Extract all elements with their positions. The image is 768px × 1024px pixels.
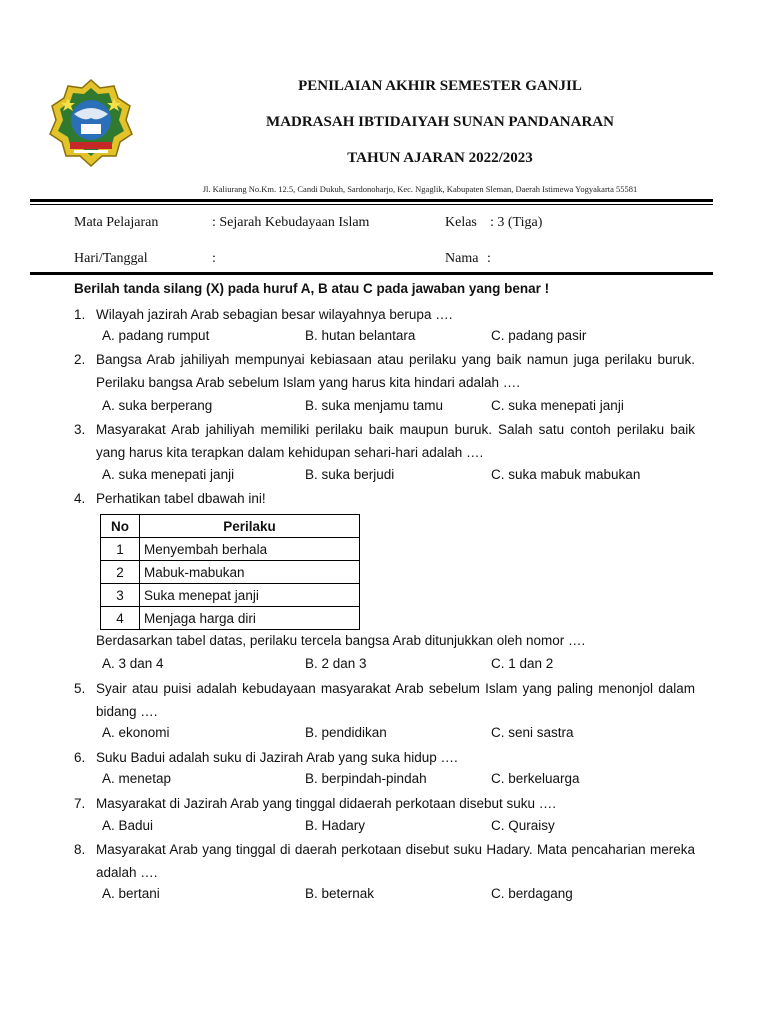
option-c: C. berdagang: [491, 886, 573, 901]
option-a: A. menetap: [102, 771, 172, 786]
day-label: Hari/Tanggal: [74, 251, 148, 266]
option-b: B. pendidikan: [305, 725, 387, 740]
option-a: A. ekonomi: [102, 725, 170, 740]
table-row: [101, 561, 360, 584]
name-value: :: [487, 251, 491, 266]
question-text: Suku Badui adalah suku di Jazirah Arab yang suka hidup ….: [96, 750, 458, 765]
table-row: [101, 538, 360, 561]
option-c: C. suka menepati janji: [491, 398, 624, 413]
option-a: A. padang rumput: [102, 328, 210, 343]
table-row: [101, 584, 360, 607]
question-text: Masyarakat Arab jahiliyah memiliki perilaku baik maupun buruk. Salah satu contoh perilaku baik yang harus kita terapkan dalam kehidupan sehari-hari adalah ….: [96, 422, 695, 460]
question-text: Bangsa Arab jahiliyah mempunyai kebiasaan atau perilaku yang baik namun juga perilaku buruk. Perilaku bangsa Arab sebelum Islam yang harus kita hindari adalah ….: [96, 352, 695, 390]
question-text: Syair atau puisi adalah kebudayaan masyarakat Arab sebelum Islam yang paling menonjol dalam bidang ….: [96, 681, 695, 719]
name-label: Nama: [445, 251, 479, 266]
table-cell-no: 1: [101, 538, 140, 561]
table-header-behavior: Perilaku: [140, 515, 360, 538]
option-a: A. suka berperang: [102, 398, 213, 413]
option-c: C. suka mabuk mabukan: [491, 467, 641, 482]
header-divider-thin: [30, 204, 713, 205]
option-a: A. bertani: [102, 886, 160, 901]
school-address: Jl. Kaliurang No.Km. 12.5, Candi Dukuh, Sardonoharjo, Kec. Ngaglik, Kabupaten Sleman, Daerah Istimewa Yogyakarta 55581: [202, 184, 638, 194]
header-divider: [30, 199, 713, 202]
day-value: :: [212, 251, 216, 266]
option-a: A. Badui: [102, 818, 154, 833]
option-b: B. suka berjudi: [305, 467, 395, 482]
question-1: [74, 303, 695, 326]
table-cell-no: 4: [101, 607, 140, 630]
table-cell-behavior: Menyembah berhala: [140, 538, 360, 561]
question-6: [74, 746, 695, 769]
table-header-no: No: [101, 515, 140, 538]
school-logo: [48, 78, 134, 170]
option-b: B. beternak: [305, 886, 375, 901]
table-cell-behavior: Suka menepat janji: [140, 584, 360, 607]
question-number: 5.: [74, 681, 86, 696]
school-name: MADRASAH IBTIDAIYAH SUNAN PANDANARAN: [266, 114, 614, 130]
option-a: A. 3 dan 4: [102, 656, 164, 671]
question-text: Masyarakat di Jazirah Arab yang tinggal didaerah perkotaan disebut suku ….: [96, 796, 557, 811]
instruction: Berilah tanda silang (X) pada huruf A, B atau C pada jawaban yang benar !: [74, 281, 550, 296]
question-5: [74, 677, 695, 723]
behavior-table: [100, 514, 360, 630]
option-b: B. suka menjamu tamu: [305, 398, 444, 413]
table-cell-behavior: Mabuk-mabukan: [140, 561, 360, 584]
option-a: A. suka menepati janji: [102, 467, 235, 482]
question-number: 2.: [74, 352, 86, 367]
option-c: C. 1 dan 2: [491, 656, 554, 671]
question-text: Perhatikan tabel dbawah ini!: [96, 491, 266, 506]
option-c: C. seni sastra: [491, 725, 574, 740]
option-b: B. hutan belantara: [305, 328, 416, 343]
exam-title: PENILAIAN AKHIR SEMESTER GANJIL: [298, 78, 582, 94]
question-number: 3.: [74, 422, 86, 437]
class-value: : 3 (Tiga): [490, 215, 543, 230]
question-4: [74, 487, 695, 510]
question-number: 4.: [74, 491, 86, 506]
table-cell-no: 3: [101, 584, 140, 607]
question-4-followup: Berdasarkan tabel datas, perilaku tercela bangsa Arab ditunjukkan oleh nomor ….: [96, 633, 586, 648]
info-divider: [30, 272, 713, 275]
table-cell-no: 2: [101, 561, 140, 584]
option-b: B. Hadary: [305, 818, 366, 833]
option-b: B. berpindah-pindah: [305, 771, 427, 786]
table-cell-behavior: Menjaga harga diri: [140, 607, 360, 630]
class-label: Kelas: [445, 215, 477, 230]
academic-year: TAHUN AJARAN 2022/2023: [347, 150, 533, 166]
subject-value: : Sejarah Kebudayaan Islam: [212, 215, 370, 230]
question-text: Masyarakat Arab yang tinggal di daerah perkotaan disebut suku Hadary. Mata pencaharian mereka adalah ….: [96, 842, 695, 880]
option-c: C. padang pasir: [491, 328, 587, 343]
option-b: B. 2 dan 3: [305, 656, 367, 671]
question-number: 6.: [74, 750, 86, 765]
question-text: Wilayah jazirah Arab sebagian besar wilayahnya berupa ….: [96, 307, 453, 322]
question-number: 7.: [74, 796, 86, 811]
question-3: [74, 418, 695, 464]
table-row: [101, 607, 360, 630]
question-2: [74, 348, 695, 394]
question-number: 8.: [74, 842, 86, 857]
question-7: [74, 792, 695, 815]
option-c: C. Quraisy: [491, 818, 555, 833]
subject-label: Mata Pelajaran: [74, 215, 159, 230]
question-number: 1.: [74, 307, 86, 322]
table-header-row: [101, 515, 360, 538]
option-c: C. berkeluarga: [491, 771, 580, 786]
question-8: [74, 838, 695, 884]
